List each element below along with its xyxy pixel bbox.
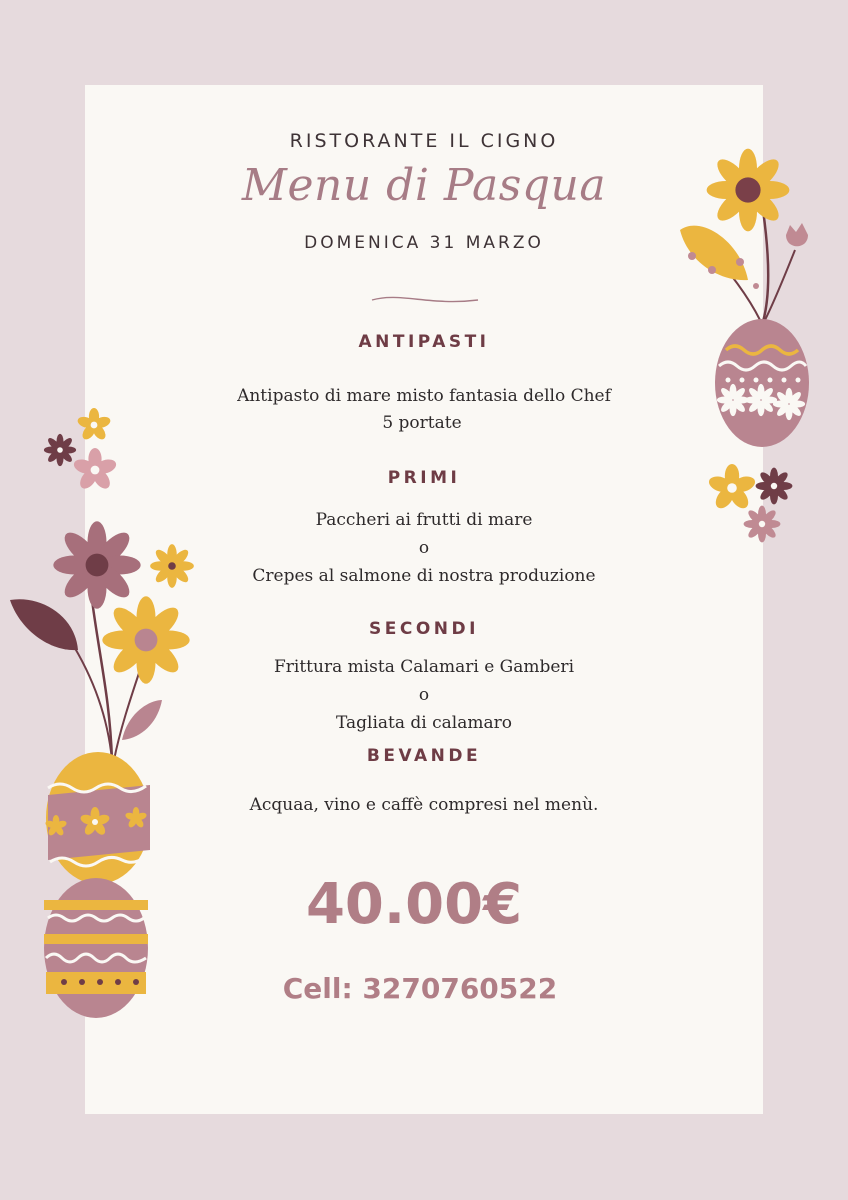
flower-icon (102, 596, 189, 683)
restaurant-name: RISTORANTE IL CIGNO (289, 130, 559, 152)
menu-item: Frittura mista Calamari e Gamberi (273, 657, 575, 677)
menu-item: Tagliata di calamaro (336, 713, 512, 733)
price: 40.00€ (305, 872, 523, 937)
flower-icon (707, 149, 790, 232)
section-title-antipasti: ANTIPASTI (358, 332, 490, 352)
section-title-bevande: BEVANDE (366, 746, 482, 766)
menu-item: 5 portate (382, 413, 462, 433)
flower-icon (44, 434, 76, 466)
menu-separator: o (418, 685, 430, 705)
stem (765, 250, 795, 320)
menu-separator: o (418, 538, 430, 558)
menu-item: Antipasto di mare misto fantasia dello Chef (237, 386, 611, 406)
stem (762, 210, 768, 325)
easter-egg-icon (45, 752, 150, 884)
page-title: Menu di Pasqua (241, 160, 607, 211)
flower-icon (53, 521, 140, 608)
flower-icon (707, 464, 757, 512)
flower-icon (150, 544, 194, 588)
flower-icon (756, 468, 793, 505)
menu-item: Crepes al salmone di nostra produzione (252, 566, 596, 586)
phone-number: Cell: 3270760522 (282, 972, 558, 1005)
section-title-primi: PRIMI (387, 468, 461, 488)
menu-item: Paccheri ai frutti di mare (315, 510, 533, 530)
stem (70, 640, 112, 760)
section-title-secondi: SECONDI (369, 619, 479, 639)
easter-egg-icon (44, 878, 148, 1018)
tulip-icon (786, 223, 808, 246)
flower-icon (744, 506, 781, 543)
menu-item: Acquaa, vino e caffè compresi nel menù. (249, 795, 599, 815)
easter-egg-icon (715, 319, 809, 447)
flower-icon (72, 448, 118, 492)
flower-icon (76, 408, 111, 442)
leaf-icon (680, 226, 759, 289)
event-date: DOMENICA 31 MARZO (304, 233, 544, 253)
